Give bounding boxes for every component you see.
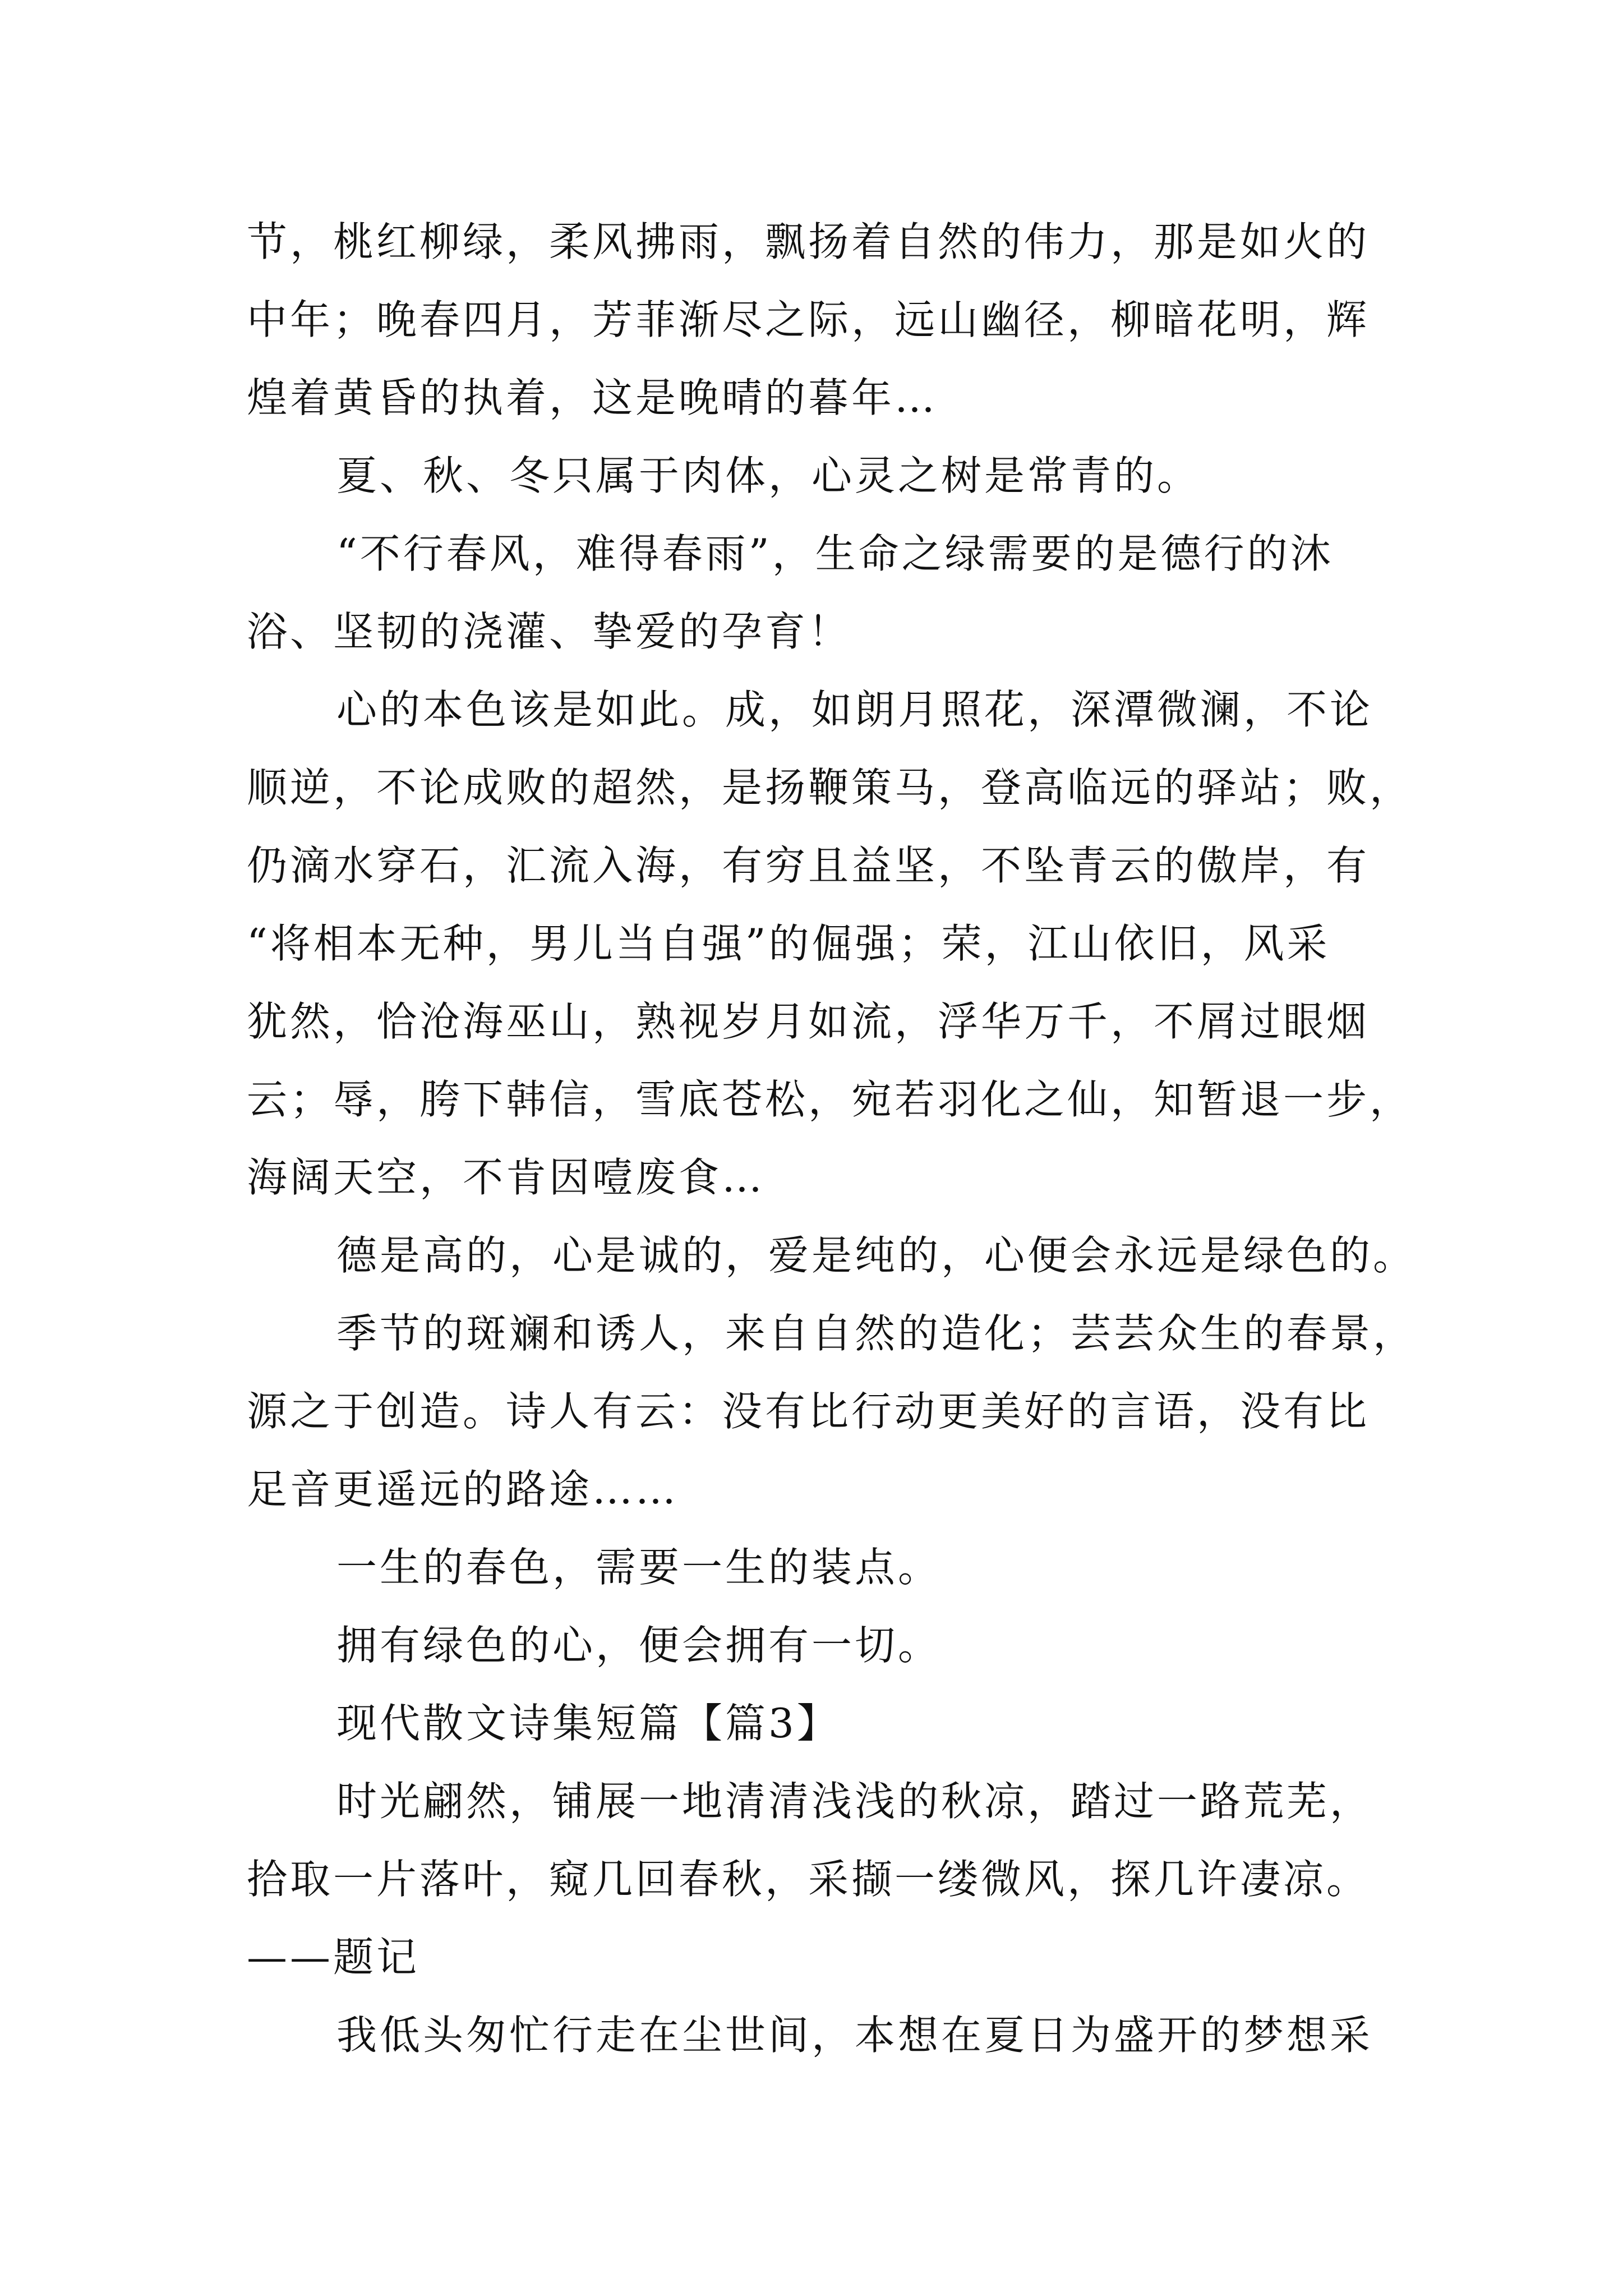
text-line: 源之于创造。诗人有云：没有比行动更美好的言语，没有比: [247, 1388, 1370, 1435]
text-line: “将相本无种，男儿当自强”的倔强；荣，江山依旧，风采: [247, 920, 1330, 967]
text-line: 仍滴水穿石，汇流入海，有穷且益坚，不坠青云的傲岸，有: [247, 842, 1370, 889]
text-line: 德是高的，心是诚的，爱是纯的，心便会永远是绿色的。: [336, 1232, 1417, 1279]
text-line: 拥有绿色的心，便会拥有一切。: [336, 1622, 942, 1669]
text-line: 节，桃红柳绿，柔风拂雨，飘扬着自然的伟力，那是如火的: [247, 218, 1370, 265]
text-line: 拾取一片落叶，窥几回春秋，采撷一缕微风，探几许凄凉。: [247, 1856, 1370, 1903]
text-line: 时光翩然，铺展一地清清浅浅的秋凉，踏过一路荒芜，: [336, 1778, 1373, 1825]
text-line: 顺逆，不论成败的超然，是扬鞭策马，登高临远的驿站；败，: [247, 764, 1413, 811]
section-heading: 现代散文诗集短篇【篇3】: [336, 1700, 840, 1747]
text-line: 一生的春色，需要一生的装点。: [336, 1544, 942, 1591]
text-line: 海阔天空，不肯因噎废食…: [247, 1154, 766, 1201]
text-line: ——题记: [247, 1934, 420, 1981]
text-line: 浴、坚韧的浇灌、挚爱的孕育！: [247, 608, 852, 655]
text-line: “不行春风，难得春雨”，生命之绿需要的是德行的沐: [336, 530, 1334, 577]
text-line: 心的本色该是如此。成，如朗月照花，深潭微澜，不论: [336, 686, 1373, 733]
text-line: 夏、秋、冬只属于肉体，心灵之树是常青的。: [336, 452, 1201, 499]
text-line: 季节的斑斓和诱人，来自自然的造化；芸芸众生的春景，: [336, 1310, 1417, 1357]
text-line: 足音更遥远的路途……: [247, 1466, 679, 1513]
text-line: 犹然，恰沧海巫山，熟视岁月如流，浮华万千，不屑过眼烟: [247, 998, 1370, 1045]
text-line: 我低头匆忙行走在尘世间，本想在夏日为盛开的梦想采: [336, 2012, 1373, 2059]
text-line: 云；辱，胯下韩信，雪底苍松，宛若羽化之仙，知暂退一步，: [247, 1076, 1413, 1123]
text-line: 中年；晚春四月，芳菲渐尽之际，远山幽径，柳暗花明，辉: [247, 296, 1370, 343]
text-line: 煌着黄昏的执着，这是晚晴的暮年…: [247, 374, 938, 421]
